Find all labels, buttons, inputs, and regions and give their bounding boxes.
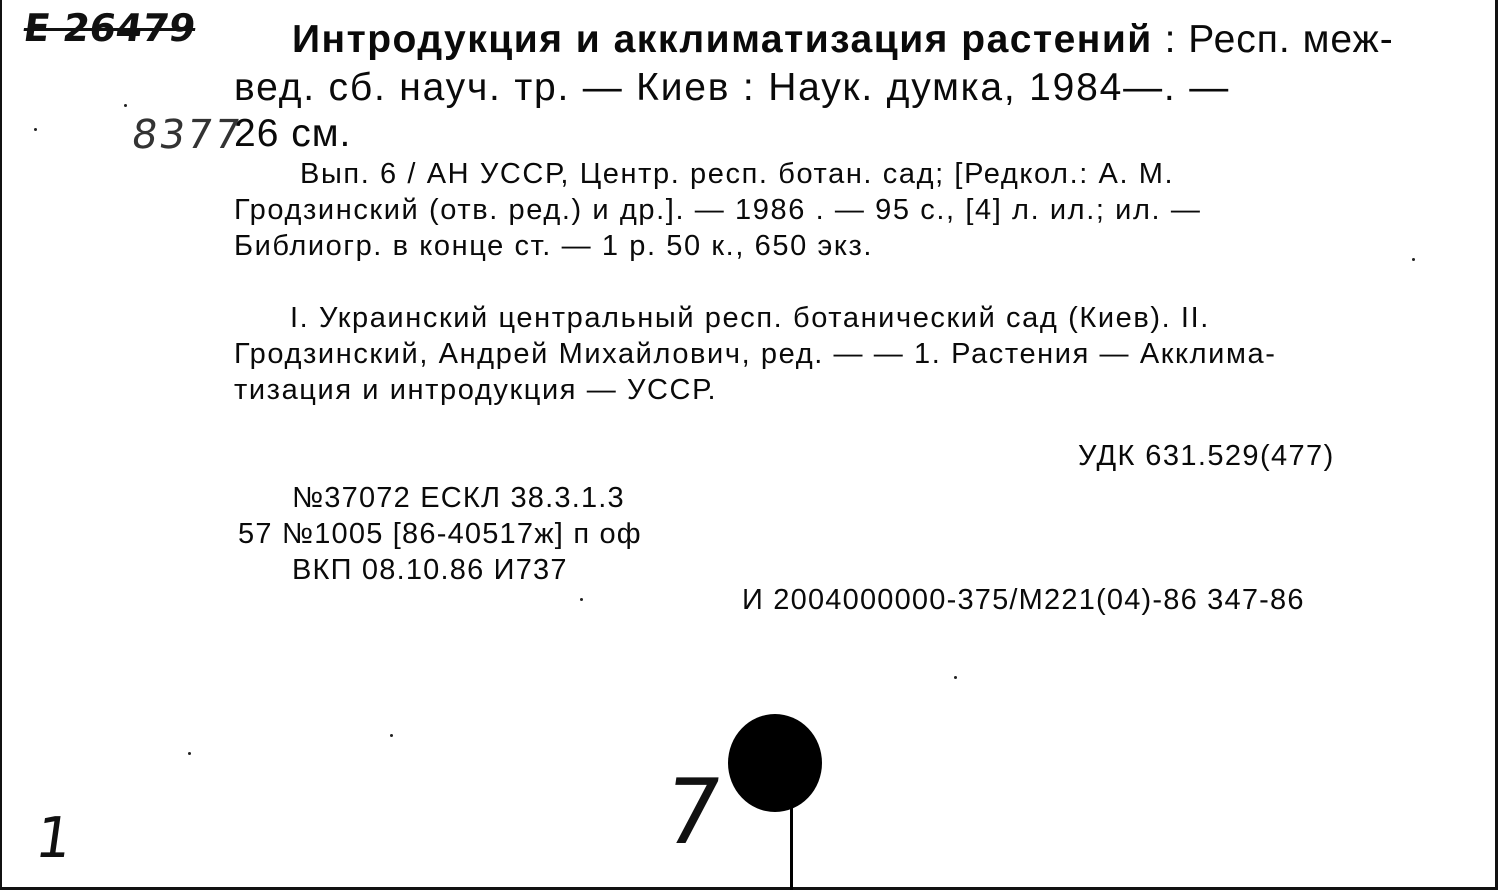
- title-rest: : Респ. меж-: [1152, 18, 1394, 61]
- speck: [390, 734, 393, 737]
- meta-line-3: ВКП 08.10.86 И737: [292, 554, 568, 586]
- inventory-number: Е 26479: [20, 6, 199, 50]
- speck: [954, 676, 957, 679]
- meta-line-1: №37072 ЕСКЛ 38.3.1.3: [292, 482, 625, 514]
- issue-line-3: Библиогр. в конце ст. — 1 р. 50 к., 650 экз.: [234, 230, 874, 262]
- title-line: [292, 18, 1394, 62]
- hand-mark-bottom-center: 7: [656, 760, 729, 865]
- speck: [34, 128, 37, 131]
- subject-line-1: I. Украинский центральный респ. ботанический сад (Киев). II.: [290, 302, 1210, 334]
- title-bold: Интродукция и акклиматизация растений: [292, 18, 1153, 61]
- subject-line-2: Гродзинский, Андрей Михайлович, ред. — — 1. Растения — Акклима-: [234, 338, 1277, 370]
- card-slot-line: [790, 806, 793, 890]
- handwritten-code: 8377: [128, 112, 246, 158]
- publication-line: вед. сб. науч. тр. — Киев : Наук. думка, 1984—. —: [234, 66, 1230, 109]
- isbn-line: И 2004000000-375/М221(04)-86 347-86: [742, 584, 1305, 616]
- punch-hole: [728, 714, 822, 812]
- issue-line-1: Вып. 6 / АН УССР, Центр. респ. ботан. сад; [Редкол.: А. М.: [300, 158, 1175, 190]
- speck: [124, 104, 127, 107]
- issue-line-2: Гродзинский (отв. ред.) и др.]. — 1986 . — 95 с., [4] л. ил.; ил. —: [234, 194, 1202, 226]
- subject-line-3: тизация и интродукция — УССР.: [234, 374, 718, 406]
- udk-code: УДК 631.529(477): [1078, 440, 1335, 472]
- meta-line-2: 57 №1005 [86-40517ж] п оф: [238, 518, 642, 550]
- speck: [580, 598, 583, 601]
- hand-mark-bottom-left: 1: [31, 806, 77, 871]
- size-line: 26 см.: [234, 112, 352, 155]
- speck: [188, 752, 191, 755]
- speck: [1412, 258, 1415, 261]
